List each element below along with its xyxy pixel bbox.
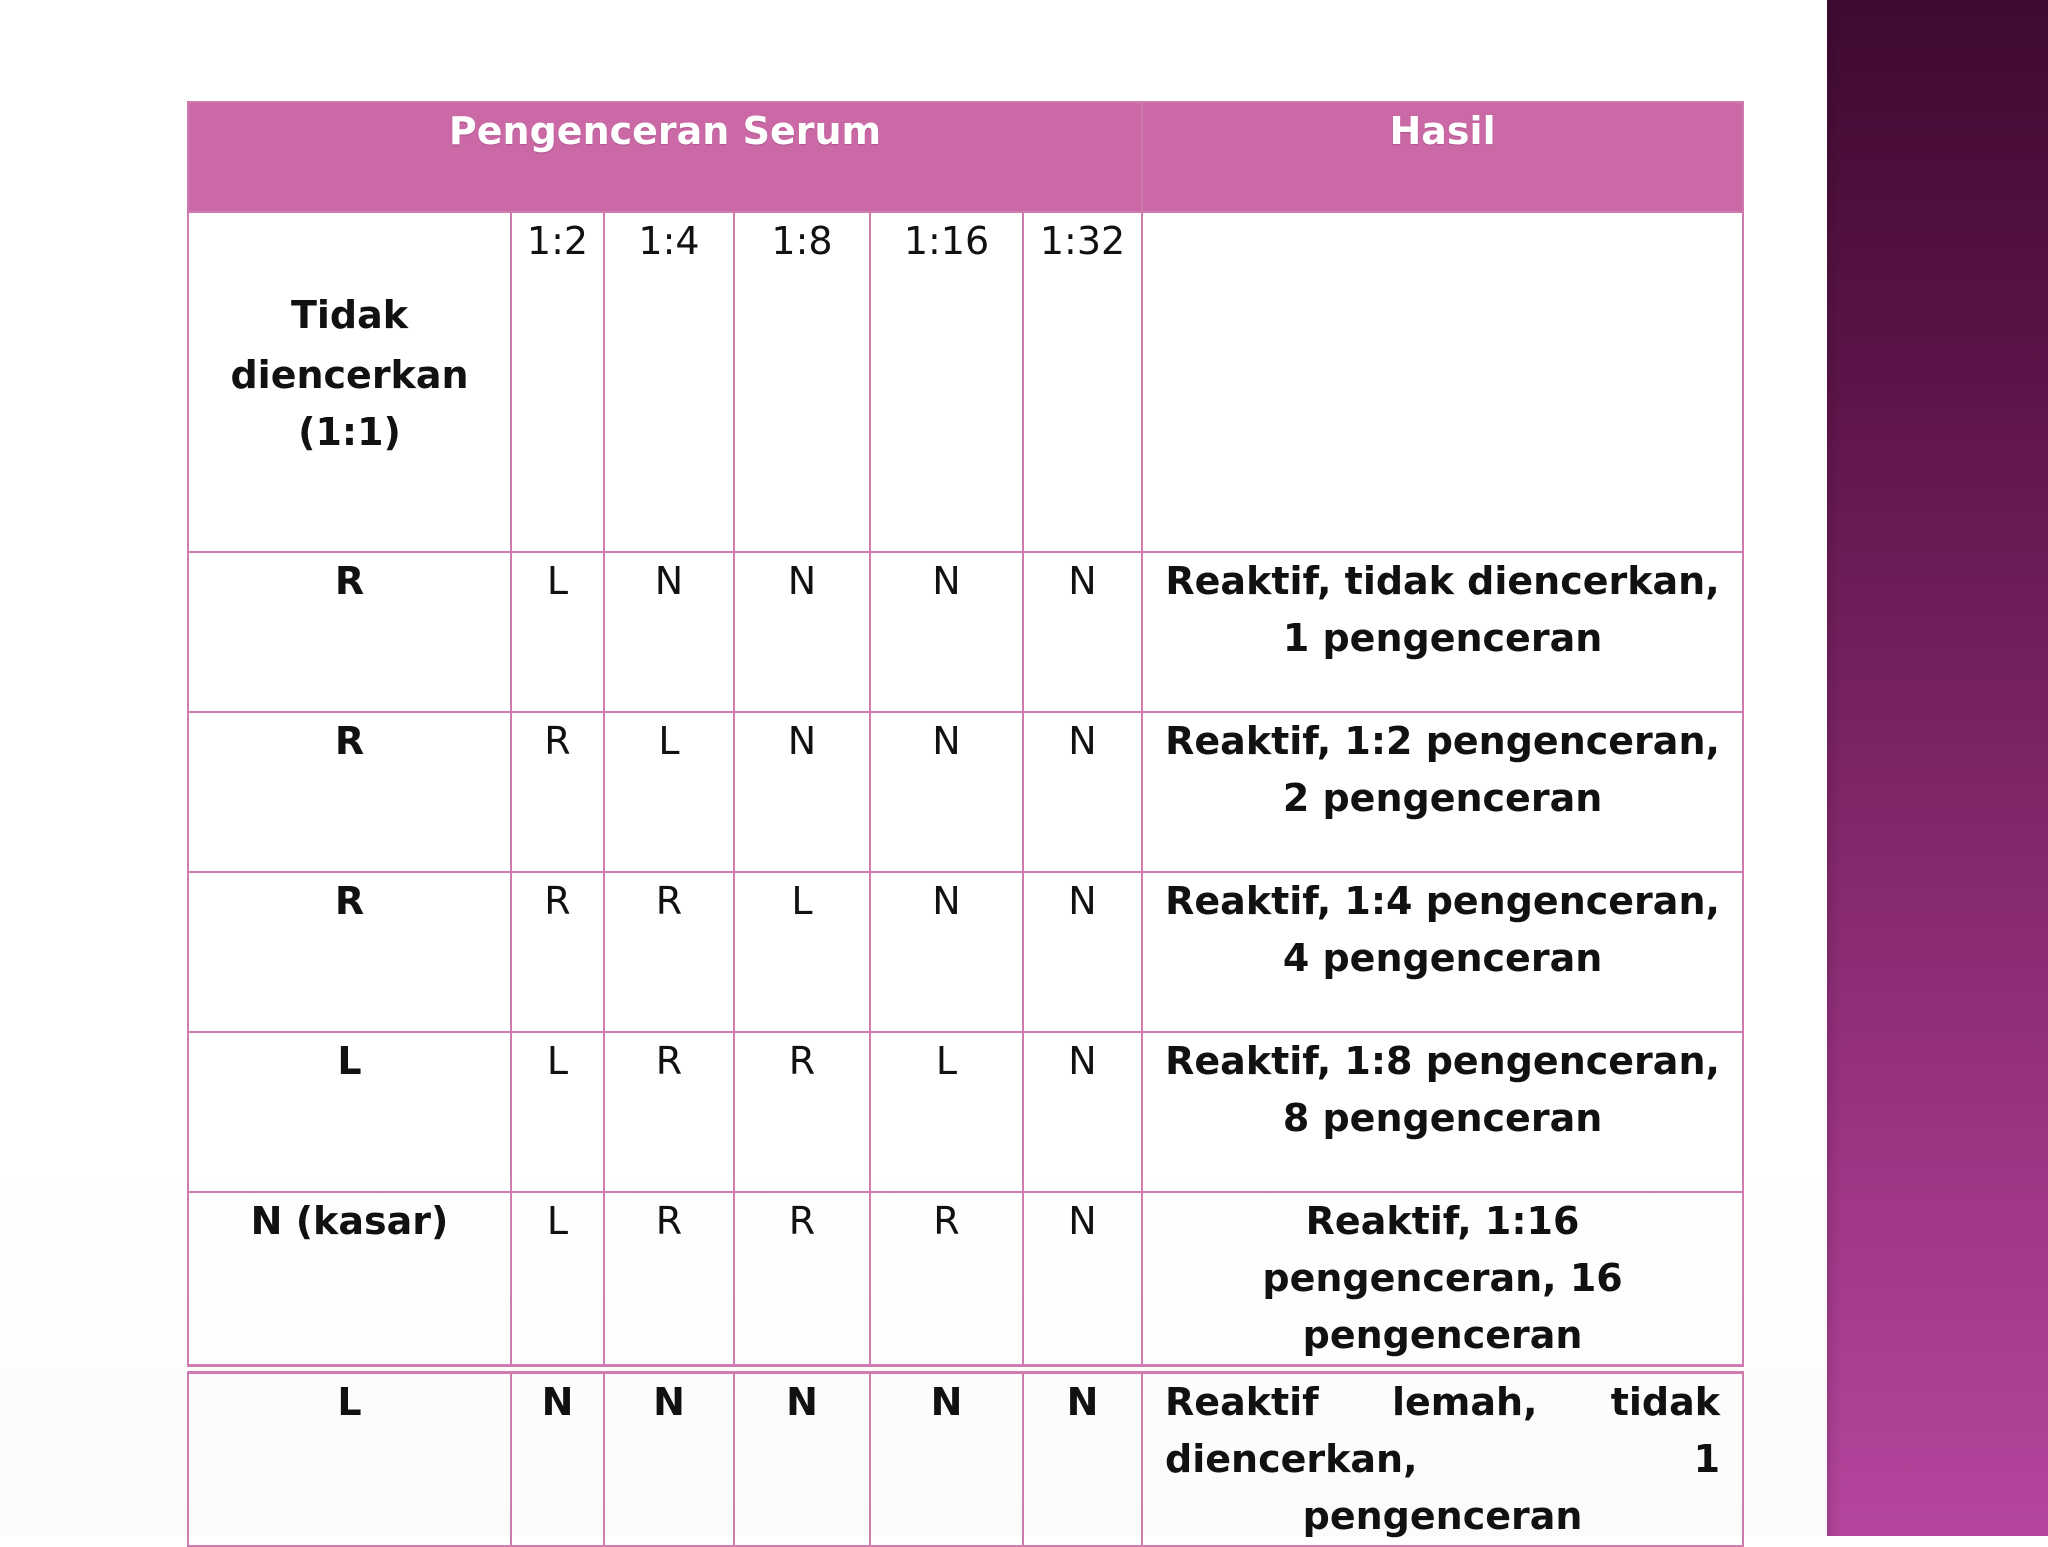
decorative-side-band [1827,0,2048,1536]
table-row [188,552,1743,712]
dilution-1-8-header: 1:8 [734,212,870,552]
dilution-cell: R [511,872,604,1032]
dilution-cell: N [734,552,870,712]
table-header-row [188,102,1743,212]
dilution-cell: N [734,712,870,872]
undiluted-header [188,212,511,552]
dilution-cell: R [870,1192,1023,1369]
result-cell: Reaktif lemah, tidak diencerkan, 1 pengenceran [1142,1369,1743,1546]
serum-dilution-table [187,101,1744,1547]
undiluted-cell: L [188,1032,511,1192]
result-header: Hasil [1142,102,1743,212]
dilution-cell: N [1023,712,1142,872]
dilution-1-32-header: 1:32 [1023,212,1142,552]
undiluted-cell: N (kasar) [188,1192,511,1369]
result-cell: Reaktif, tidak diencerkan, 1 pengenceran [1142,552,1743,712]
result-cell: Reaktif, 1:16 pengenceran, 16 pengenceran [1142,1192,1743,1369]
result-cell: Reaktif, 1:8 pengenceran, 8 pengenceran [1142,1032,1743,1192]
dilution-cell: L [870,1032,1023,1192]
dilution-cell: N [511,1369,604,1546]
undiluted-cell: R [188,872,511,1032]
table-subheader-row [188,212,1743,552]
table-row [188,712,1743,872]
dilution-cell: N [604,552,734,712]
dilution-cell: N [870,872,1023,1032]
dilution-cell: N [1023,1192,1142,1369]
undiluted-header-line2: diencerkan [230,353,469,397]
dilution-1-16-header: 1:16 [870,212,1023,552]
dilution-cell: N [870,552,1023,712]
result-subheader [1142,212,1743,552]
dilution-cell: L [511,552,604,712]
dilution-cell: R [604,872,734,1032]
dilution-cell: R [511,712,604,872]
dilution-cell: R [604,1192,734,1369]
dilution-cell: N [870,712,1023,872]
dilution-cell: N [1023,1369,1142,1546]
dilution-1-4-header: 1:4 [604,212,734,552]
dilution-cell: N [734,1369,870,1546]
dilution-cell: L [734,872,870,1032]
dilution-cell: L [511,1032,604,1192]
dilution-cell: N [604,1369,734,1546]
result-cell: Reaktif, 1:2 pengenceran, 2 pengenceran [1142,712,1743,872]
dilution-cell: R [604,1032,734,1192]
dilution-cell: N [1023,1032,1142,1192]
dilution-cell: N [1023,552,1142,712]
dilution-cell: N [870,1369,1023,1546]
dilution-header: Pengenceran Serum [188,102,1142,212]
table-row [188,1192,1743,1369]
table-row [188,1032,1743,1192]
undiluted-header-line1: Tidak [290,293,409,337]
undiluted-cell: R [188,552,511,712]
undiluted-cell: L [188,1369,511,1546]
undiluted-cell: R [188,712,511,872]
dilution-cell: L [604,712,734,872]
dilution-cell: L [511,1192,604,1369]
undiluted-header-line3: (1:1) [298,410,401,454]
dilution-1-2-header: 1:2 [511,212,604,552]
table-row [188,872,1743,1032]
table-row [188,1369,1743,1546]
dilution-cell: N [1023,872,1142,1032]
dilution-cell: R [734,1192,870,1369]
dilution-cell: R [734,1032,870,1192]
result-cell: Reaktif, 1:4 pengenceran, 4 pengenceran [1142,872,1743,1032]
